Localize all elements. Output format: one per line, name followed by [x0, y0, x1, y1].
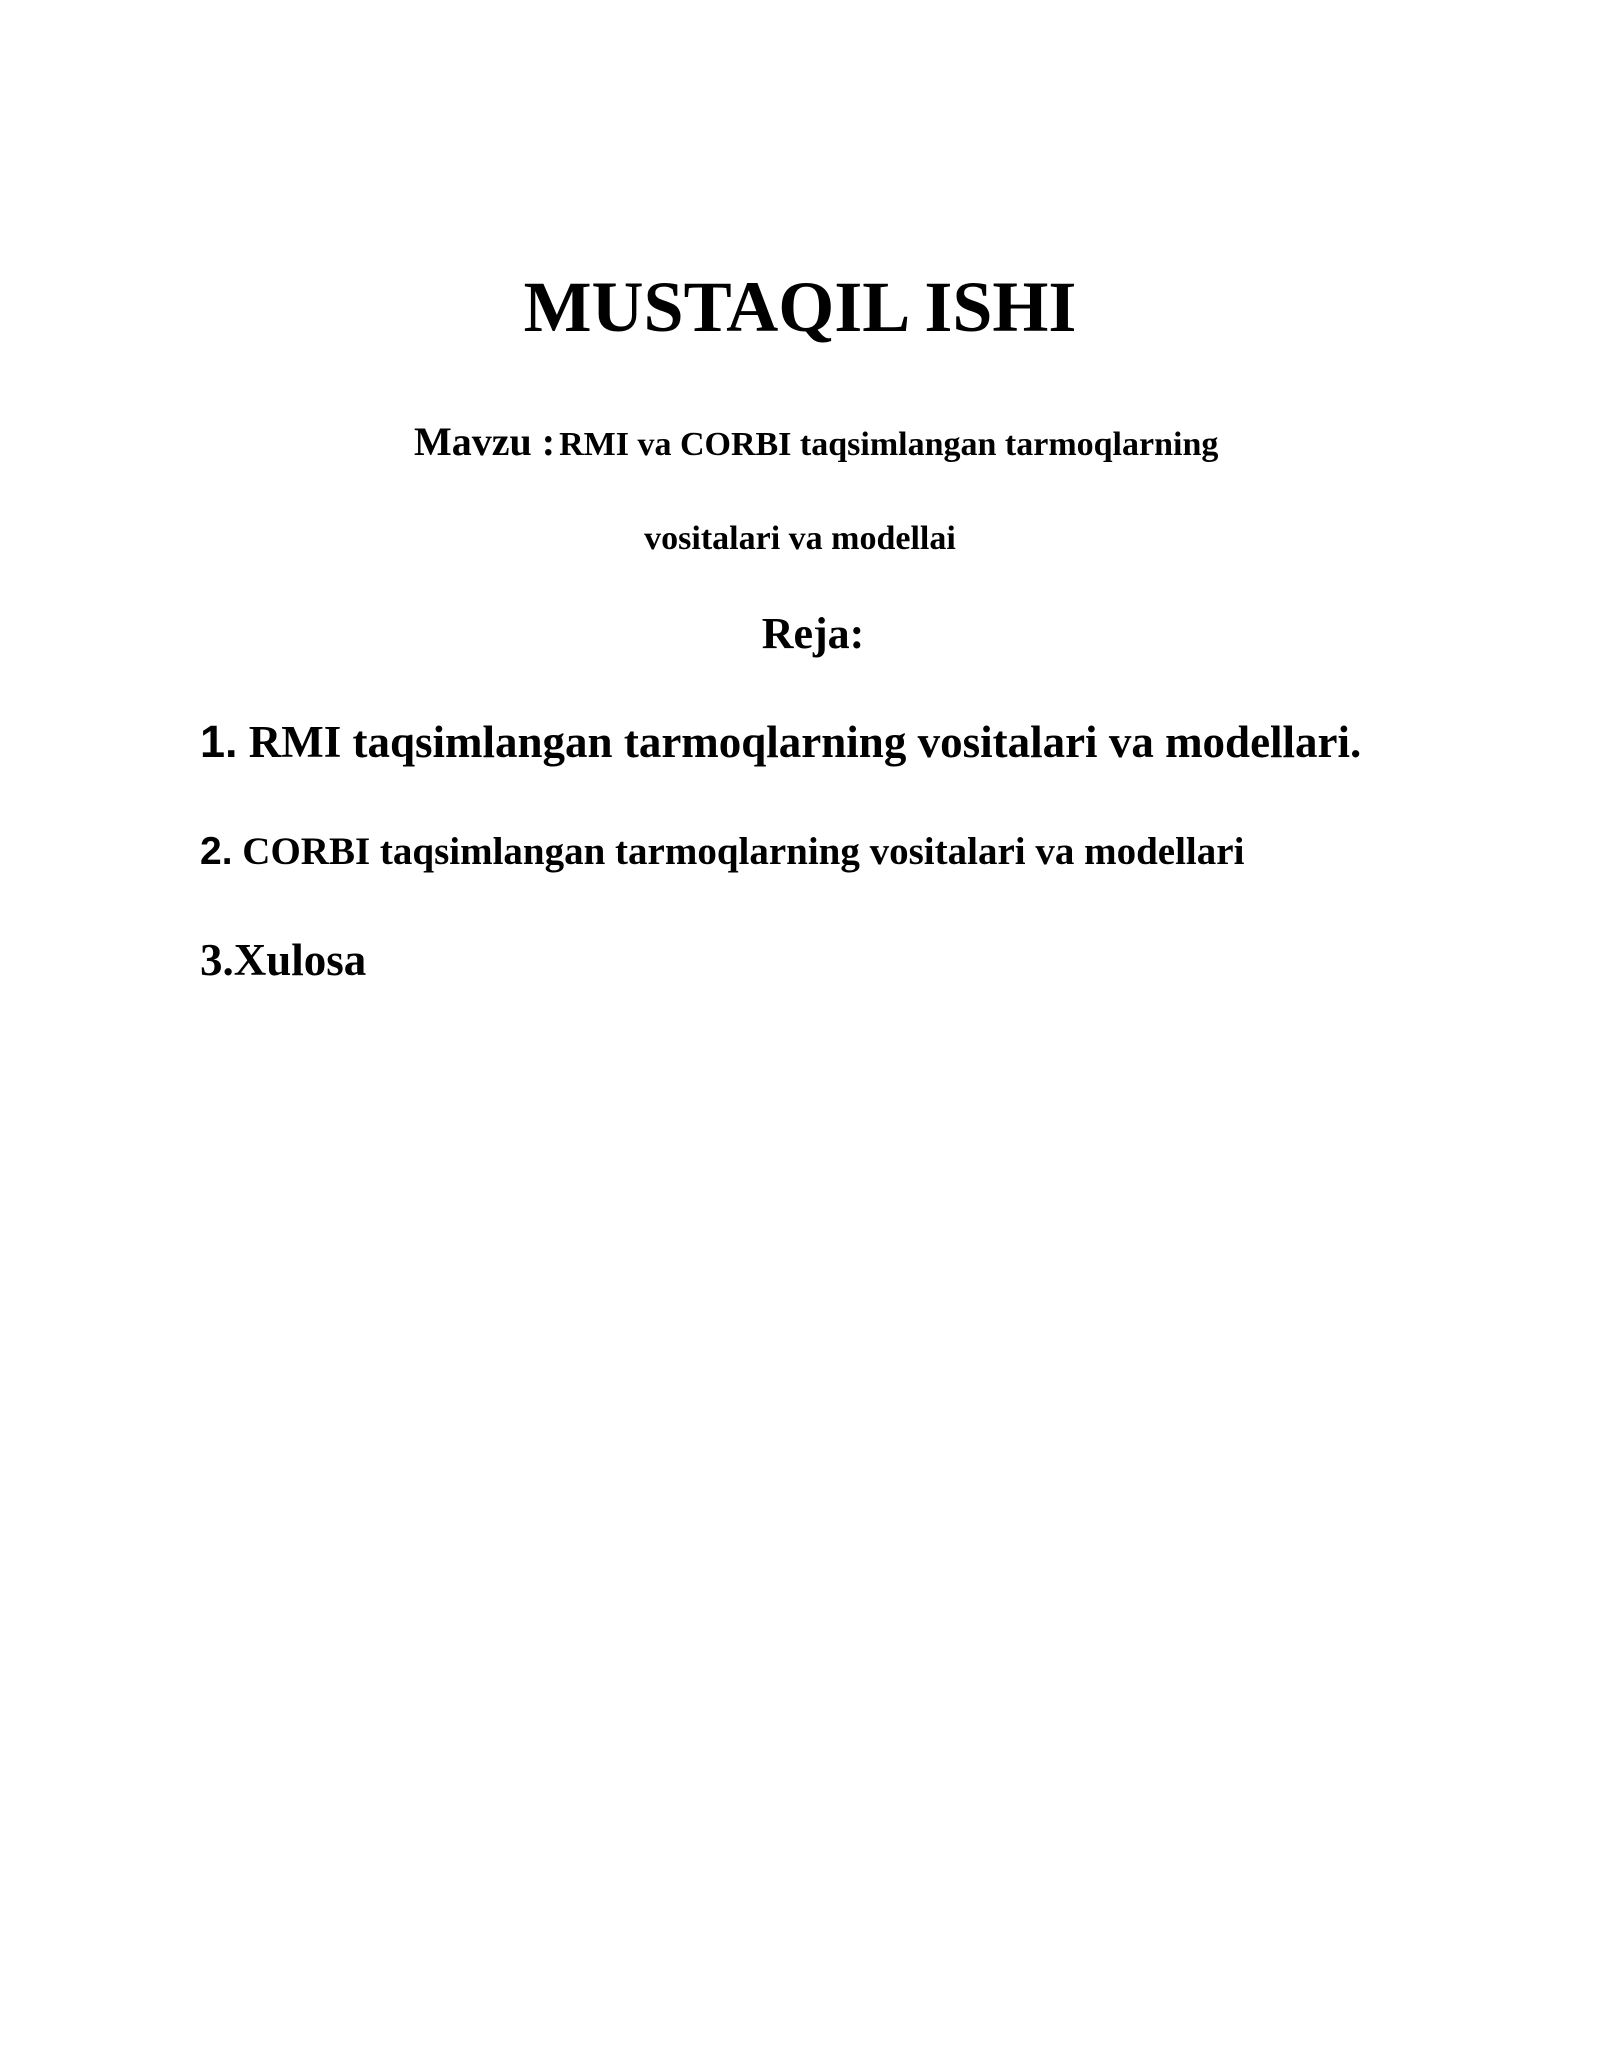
topic-line — [414, 414, 1218, 479]
plan-item-2 — [200, 824, 1244, 880]
plan-item-text: RMI taqsimlangan tarmoqlarning vositalari va modellari. — [248, 717, 1362, 767]
topic-text-line2: vositalari va modellai — [644, 520, 956, 557]
plan-item-number: 3. — [200, 935, 234, 985]
plan-item-text: CORBI taqsimlangan tarmoqlarning vositalari va modellari — [242, 830, 1245, 873]
topic-label: Mavzu : — [414, 419, 556, 464]
plan-item-3 — [200, 930, 366, 990]
document-title: MUSTAQIL ISHI — [523, 267, 1077, 347]
topic-text-line1: RMI va CORBI taqsimlangan tarmoqlarning — [559, 426, 1219, 463]
plan-item-number: 1. — [200, 716, 238, 767]
plan-item-text: Xulosa — [233, 935, 367, 985]
plan-heading: Reja: — [761, 609, 865, 658]
plan-item-number: 2. — [200, 830, 233, 873]
plan-item-1 — [200, 712, 1361, 772]
